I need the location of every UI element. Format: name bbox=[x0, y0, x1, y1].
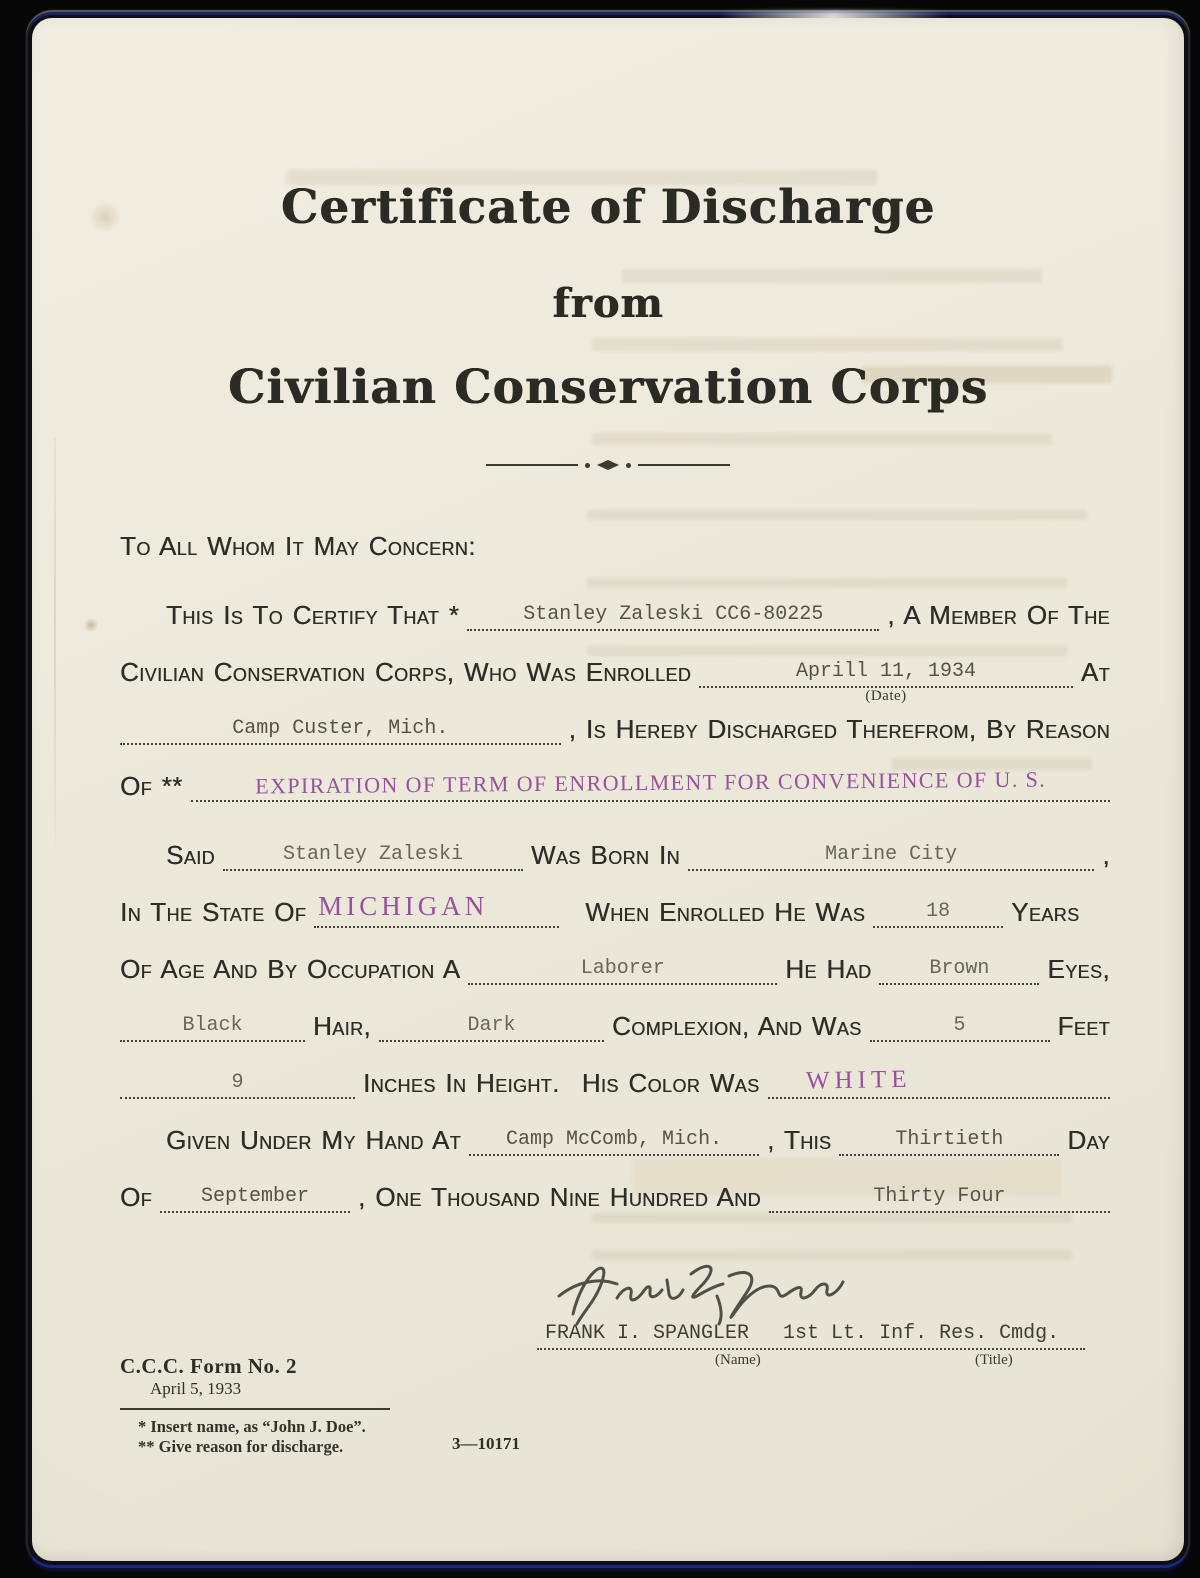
divider-dot bbox=[585, 463, 590, 468]
ornamental-divider bbox=[32, 460, 1184, 470]
signer-title-typed: 1st Lt. Inf. Res. Cmdg. bbox=[783, 1322, 1060, 1345]
hair-blank bbox=[120, 1006, 305, 1042]
year-line bbox=[120, 1156, 1110, 1213]
reason-blank bbox=[191, 766, 1110, 802]
paper-stain bbox=[84, 618, 98, 632]
discharge-place-value: Camp Custer, Mich. bbox=[232, 717, 449, 740]
color-blank bbox=[768, 1063, 1111, 1099]
date-caption: (Date) bbox=[865, 688, 907, 704]
born-line bbox=[120, 814, 1110, 871]
occupation-line bbox=[120, 928, 1110, 985]
divider-dot bbox=[626, 463, 631, 468]
footnote-rule bbox=[120, 1408, 390, 1410]
inches-blank bbox=[120, 1063, 355, 1099]
divider-diamond bbox=[597, 460, 619, 470]
state-suffix-label: Years bbox=[1011, 897, 1080, 927]
issued-place-value: Camp McComb, Mich. bbox=[506, 1128, 723, 1151]
paper-crease bbox=[54, 438, 56, 848]
said-name-blank bbox=[223, 835, 523, 871]
member-name-value: Stanley Zaleski CC6-80225 bbox=[523, 603, 824, 626]
occupation-value: Laborer bbox=[580, 957, 665, 980]
feet-blank bbox=[870, 1006, 1050, 1042]
reason-line bbox=[120, 745, 1110, 802]
age-value: 18 bbox=[926, 900, 951, 923]
certificate-title-line2: from bbox=[552, 280, 664, 327]
enrolled-prefix-label: Civilian Conservation Corps, Who Was Enrolled bbox=[120, 657, 692, 687]
issued-line bbox=[120, 1099, 1110, 1156]
divider-line bbox=[638, 464, 730, 466]
form-date: April 5, 1933 bbox=[150, 1379, 242, 1398]
member-name-blank bbox=[467, 595, 879, 631]
inches-value: 9 bbox=[231, 1071, 244, 1094]
title-caption: (Title) bbox=[975, 1352, 1013, 1368]
eyes-blank bbox=[879, 949, 1039, 985]
signature-script bbox=[543, 1250, 853, 1334]
born-comma: , bbox=[1102, 840, 1110, 870]
hair-label: Hair, bbox=[313, 1011, 372, 1041]
issued-day-value: Thirtieth bbox=[895, 1128, 1004, 1151]
hair-value: Black bbox=[182, 1014, 243, 1037]
enrollment-date-blank bbox=[699, 652, 1073, 704]
form-number: C.C.C. Form No. 2 bbox=[120, 1354, 298, 1378]
year-prefix-label: , One Thousand Nine Hundred And bbox=[358, 1182, 761, 1212]
month-value: September bbox=[201, 1185, 310, 1208]
color-label: His Color Was bbox=[581, 1068, 760, 1098]
enrollment-date-value: Aprill 11, 1934 bbox=[796, 660, 977, 683]
said-label: Said bbox=[166, 840, 215, 870]
certify-suffix-label: , A Member Of The bbox=[887, 600, 1110, 630]
eyes-suffix-label: Eyes, bbox=[1047, 954, 1110, 984]
state-blank bbox=[314, 892, 559, 928]
reason-of-label: Of ** bbox=[120, 771, 183, 801]
month-blank bbox=[160, 1177, 350, 1213]
birth-city-value: Marine City bbox=[825, 843, 958, 866]
form-footer bbox=[120, 1354, 740, 1457]
features-line bbox=[120, 985, 1110, 1042]
complexion-blank bbox=[379, 1006, 604, 1042]
name-caption: (Name) bbox=[715, 1352, 761, 1368]
issued-day-blank bbox=[839, 1120, 1059, 1156]
divider-line bbox=[486, 464, 578, 466]
occupation-prefix-label: Of Age And By Occupation A bbox=[120, 954, 461, 984]
eyes-label: He Had bbox=[785, 954, 872, 984]
birth-city-blank bbox=[688, 835, 1094, 871]
certificate-title-line3: Civilian Conservation Corps bbox=[227, 360, 989, 415]
certificate-title-line1: Certificate of Discharge bbox=[280, 180, 936, 235]
age-blank bbox=[873, 892, 1003, 928]
salutation: To All Whom It May Concern: bbox=[120, 531, 476, 561]
plastic-sleeve bbox=[26, 12, 1190, 1568]
state-stamp: MICHIGAN bbox=[318, 891, 489, 921]
age-label: When Enrolled He Was bbox=[585, 897, 866, 927]
height-line bbox=[120, 1042, 1110, 1099]
discharge-suffix-label: , Is Hereby Discharged Therefrom, By Reason bbox=[568, 714, 1110, 744]
certificate-page bbox=[32, 18, 1184, 1561]
enrolled-suffix-label: At bbox=[1080, 657, 1110, 687]
signer-name-typed: FRANK I. SPANGLER bbox=[545, 1322, 750, 1345]
discharge-place-blank bbox=[120, 709, 561, 745]
print-code: 3—10171 bbox=[452, 1434, 520, 1453]
state-line bbox=[120, 871, 1110, 928]
complexion-value: Dark bbox=[467, 1014, 516, 1037]
reason-stamp: EXPIRATION OF TERM OF ENROLLMENT FOR CONVENIENCE OF U. S. bbox=[254, 766, 1046, 799]
state-prefix-label: In The State Of bbox=[120, 897, 307, 927]
issued-place-blank bbox=[469, 1120, 759, 1156]
occupation-blank bbox=[468, 949, 777, 985]
year-of-label: Of bbox=[120, 1182, 153, 1212]
certify-line bbox=[120, 574, 1110, 631]
color-stamp: WHITE bbox=[805, 1065, 912, 1095]
complexion-label: Complexion, And Was bbox=[612, 1011, 862, 1041]
enrolled-line bbox=[120, 631, 1110, 704]
footnote-give-reason: ** Give reason for discharge. bbox=[138, 1437, 344, 1456]
year-blank bbox=[769, 1177, 1110, 1213]
born-label: Was Born In bbox=[530, 840, 680, 870]
feet-label: Feet bbox=[1057, 1011, 1110, 1041]
inches-label: Inches In Height. bbox=[363, 1068, 560, 1098]
issued-this-label: , This bbox=[767, 1125, 832, 1155]
feet-value: 5 bbox=[953, 1014, 966, 1037]
issued-day-label: Day bbox=[1067, 1125, 1110, 1155]
issued-prefix-label: Given Under My Hand At bbox=[166, 1125, 462, 1155]
certificate-body bbox=[120, 518, 1110, 1213]
said-name-value: Stanley Zaleski bbox=[282, 843, 463, 866]
year-value: Thirty Four bbox=[873, 1185, 1006, 1208]
eyes-value: Brown bbox=[929, 957, 990, 980]
footnote-insert-name: * Insert name, as “John J. Doe”. bbox=[138, 1417, 366, 1436]
certify-prefix-label: This Is To Certify That * bbox=[166, 600, 460, 630]
